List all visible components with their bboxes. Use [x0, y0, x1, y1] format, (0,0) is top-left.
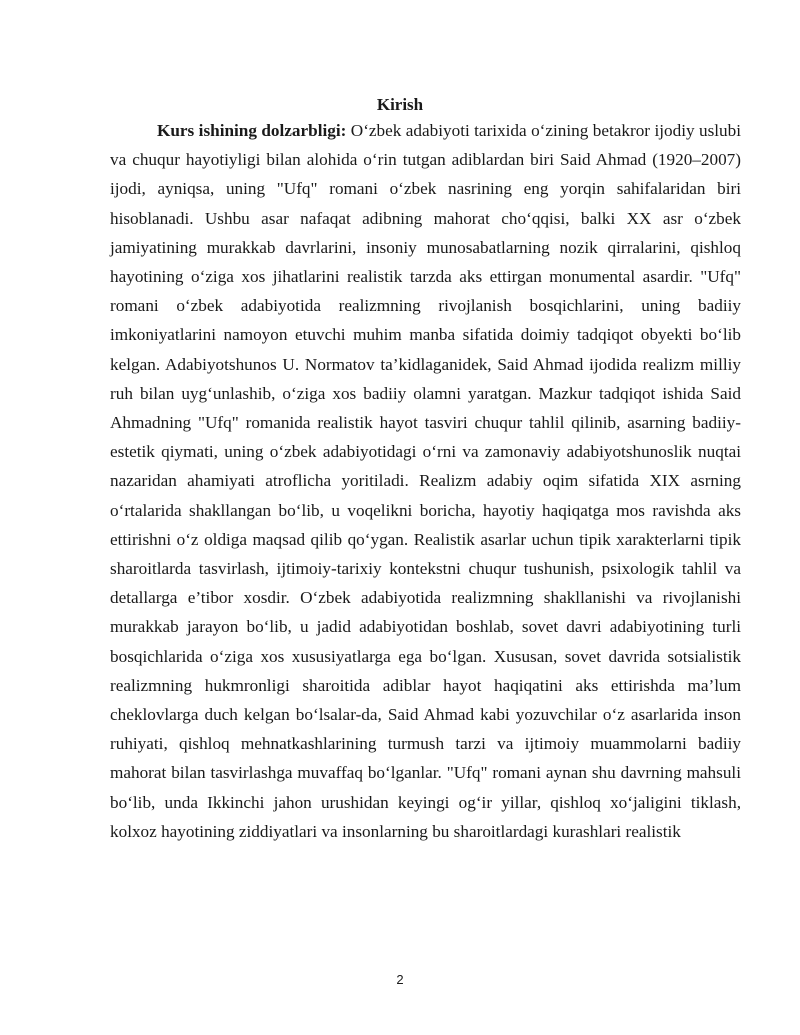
- body-paragraph: [110, 116, 741, 846]
- paragraph-lead: Kurs ishining dolzarbligi:: [157, 121, 347, 140]
- page-number: 2: [396, 972, 404, 987]
- section-heading: Kirish: [376, 95, 424, 114]
- paragraph-text: O‘zbek adabiyoti tarixida o‘zining betakror ijodiy uslubi va chuqur hayotiyligi bilan alohida o‘rin tutgan adiblardan biri Said Ahmad (1920–2007) ijodi, ayniqsa, uning "Ufq" romani o‘zbek nasrining eng yorqin sahifalaridan biri hisoblanadi. Ushbu asar nafaqat adibning mahorat cho‘qqisi, balki XX asr o‘zbek jamiyatining murakkab davrlarini, insoniy munosabatlarning nozik qirralarini, qishloq hayotining o‘ziga xos jihatlarini realistik tarzda aks ettirgan monumental asardir. "Ufq" romani o‘zbek adabiyotida realizmning rivojlanish bosqichlarini, uning badiiy imkoniyatlarini namoyon etuvchi muhim manba sifatida doimiy tadqiqot obyekti bo‘lib kelgan. Adabiyotshunos U. Normatov ta’kidlaganidek, Said Ahmad ijodida realizm milliy ruh bilan uyg‘unlashib, o‘ziga xos badiiy olamni yaratgan. Mazkur tadqiqot ishida Said Ahmadning "Ufq" romanida realistik hayot tasviri chuqur tahlil qilinib, asarning badiiy-estetik qiymati, uning o‘zbek adabiyotidagi o‘rni va zamonaviy adabiyotshunoslik nuqtai nazaridan ahamiyati atroflicha yoritiladi. Realizm adabiy oqim sifatida XIX asrning o‘rtalarida shakllangan bo‘lib, u voqelikni boricha, hayotiy haqiqatga mos ravishda aks ettirishni o‘z oldiga maqsad qilib qo‘ygan. Realistik asarlar uchun tipik xarakterlarni tipik sharoitlarda tasvirlash, ijtimoiy-tarixiy kontekstni chuqur tushunish, psixologik tahlil va detallarga e’tibor xosdir. O‘zbek adabiyotida realizmning shakllanishi va rivojlanishi murakkab jarayon bo‘lib, u jadid adabiyotidan boshlab, sovet davri adabiyotining turli bosqichlarida o‘ziga xos xususiyatlarga ega bo‘lgan. Xususan, sovet davrida sotsialistik realizmning hukmronligi sharoitida adiblar hayot haqiqatini aks ettirishda ma’lum cheklovlarga duch kelgan bo‘lsalar-da, Said Ahmad kabi yozuvchilar o‘z asarlarida inson ruhiyati, qishloq mehnatkashlarining turmush tarzi va ijtimoiy muammolarni badiiy mahorat bilan tasvirlashga muvaffaq bo‘lganlar. "Ufq" romani aynan shu davrning mahsuli bo‘lib, unda Ikkinchi jahon urushidan keyingi og‘ir yillar, qishloq xo‘jaligini tiklash, kolxoz hayotining ziddiyatlari va insonlarning bu sharoitlardagi kurashlari realistik: [110, 121, 742, 841]
